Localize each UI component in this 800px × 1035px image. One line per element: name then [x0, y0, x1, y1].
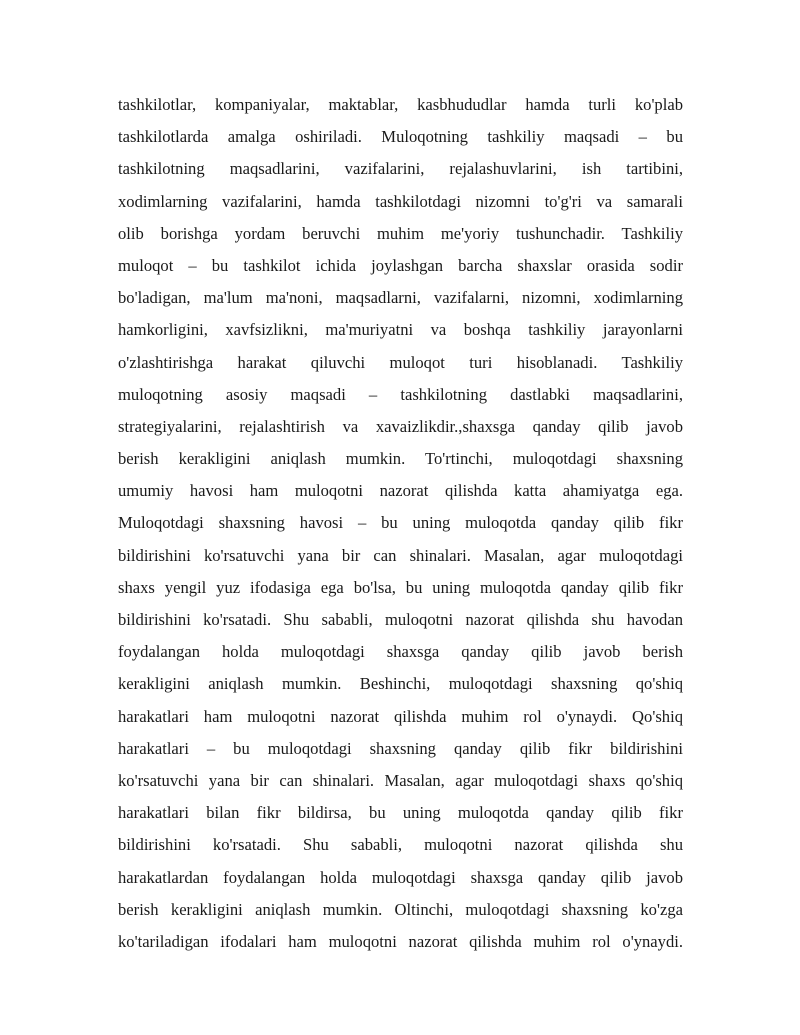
- text-line: Muloqotdagi shaxsning havosi – bu uning muloqotda qanday qilib fikr: [118, 513, 683, 533]
- text-line: berish kerakligini aniqlash mumkin. To'rtinchi, muloqotdagi shaxsning: [118, 449, 683, 469]
- text-line: umumiy havosi ham muloqotni nazorat qilishda katta ahamiyatga ega.: [118, 481, 683, 501]
- text-line: tashkilotning maqsadlarini, vazifalarini, rejalashuvlarini, ish tartibini,: [118, 159, 683, 179]
- text-line: berish kerakligini aniqlash mumkin. Oltinchi, muloqotdagi shaxsning ko'zga: [118, 899, 683, 919]
- text-line: muloqot – bu tashkilot ichida joylashgan barcha shaxslar orasida sodir: [118, 255, 683, 275]
- text-line: harakatlari ham muloqotni nazorat qilishda muhim rol o'ynaydi. Qo'shiq: [118, 706, 683, 726]
- text-line: shaxs yengil yuz ifodasiga ega bo'lsa, bu uning muloqotda qanday qilib fikr: [118, 577, 683, 597]
- text-line: bildirishini ko'rsatuvchi yana bir can shinalari. Masalan, agar muloqotdagi: [118, 545, 683, 565]
- text-line: bo'ladigan, ma'lum ma'noni, maqsadlarni, vazifalarni, nizomni, xodimlarning: [118, 288, 683, 308]
- text-line: xodimlarning vazifalarini, hamda tashkilotdagi nizomni to'g'ri va samarali: [118, 191, 683, 211]
- text-line: ko'rsatuvchi yana bir can shinalari. Masalan, agar muloqotdagi shaxs qo'shiq: [118, 770, 683, 790]
- text-line: o'zlashtirishga harakat qiluvchi muloqot turi hisoblanadi. Tashkiliy: [118, 352, 683, 372]
- text-line: harakatlari bilan fikr bildirsa, bu uning muloqotda qanday qilib fikr: [118, 803, 683, 823]
- text-line: olib borishga yordam beruvchi muhim me'yoriy tushunchadir. Tashkiliy: [118, 223, 683, 243]
- text-line: muloqotning asosiy maqsadi – tashkilotning dastlabki maqsadlarini,: [118, 384, 683, 404]
- text-line: harakatlardan foydalangan holda muloqotdagi shaxsga qanday qilib javob: [118, 867, 683, 887]
- text-line: foydalangan holda muloqotdagi shaxsga qanday qilib javob berish: [118, 642, 683, 662]
- text-line: kerakligini aniqlash mumkin. Beshinchi, muloqotdagi shaxsning qo'shiq: [118, 674, 683, 694]
- text-line: bildirishini ko'rsatadi. Shu sababli, muloqotni nazorat qilishda shu: [118, 835, 683, 855]
- text-line: tashkilotlarda amalga oshiriladi. Muloqotning tashkiliy maqsadi – bu: [118, 127, 683, 147]
- text-line: hamkorligini, xavfsizlikni, ma'muriyatni va boshqa tashkiliy jarayonlarni: [118, 320, 683, 340]
- text-line: harakatlari – bu muloqotdagi shaxsning qanday qilib fikr bildirishini: [118, 738, 683, 758]
- text-line: bildirishini ko'rsatadi. Shu sababli, muloqotni nazorat qilishda shu havodan: [118, 610, 683, 629]
- text-line: tashkilotlar, kompaniyalar, maktablar, kasbhududlar hamda turli ko'plab: [118, 95, 683, 114]
- text-line: strategiyalarini, rejalashtirish va xavaizlikdir.,shaxsga qanday qilib javob: [118, 416, 683, 436]
- body-paragraph: [118, 89, 683, 958]
- text-line: ko'tariladigan ifodalari ham muloqotni nazorat qilishda muhim rol o'ynaydi.: [118, 931, 683, 951]
